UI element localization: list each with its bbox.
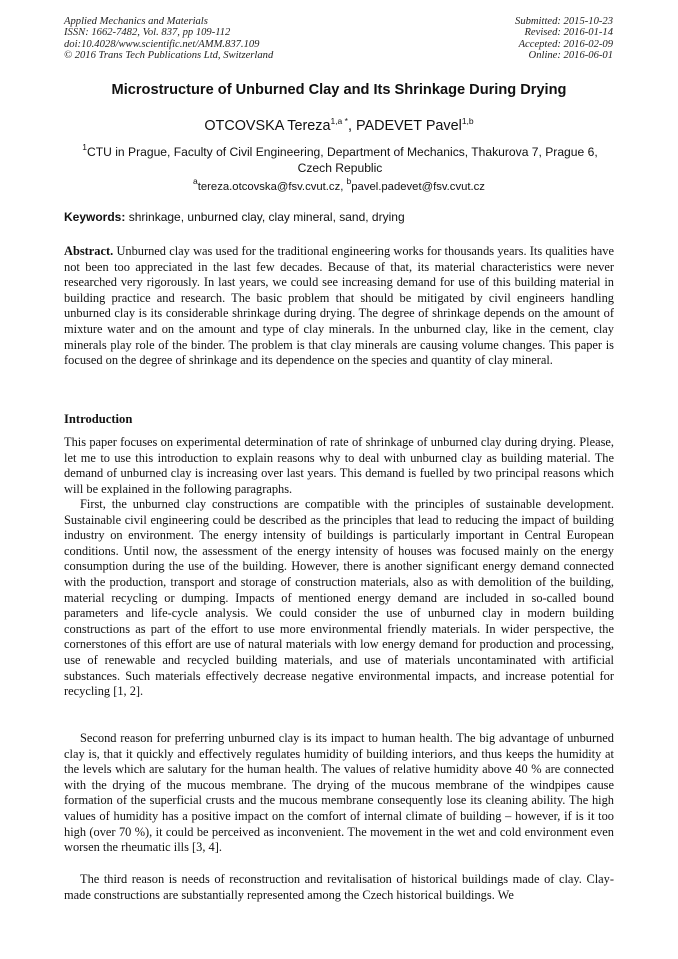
email-b: pavel.padevet@fsv.cvut.cz <box>351 181 485 193</box>
abstract-text: Unburned clay was used for the traditional engineering works for thousands years. Its qualities have not been too appreciated in the last few decades. Because of that, its material characteristics were never researched very rigorously. In last years, we could see increasing demand for use of this building material in building practice and research. The basic problem that should be mitigated by civil engineers handling unburned clay is its considerable shrinkage during drying. The degree of shrinkage depends on the amount of mixture water and on the amount and type of clay minerals. In the unburned clay, like in the cement, clay minerals play role of the binder. The problem is that clay minerals are causing volume changes. This paper is focused on the degree of shrinkage and its dependence on the species and quantity of clay mineral. <box>64 244 614 368</box>
doi-line: doi:10.4028/www.scientific.net/AMM.837.109 <box>64 38 260 50</box>
email-a: tereza.otcovska@fsv.cvut.cz, <box>197 181 347 193</box>
author-line <box>0 116 678 134</box>
revised-date: Revised: 2016-01-14 <box>524 27 613 39</box>
author-2-name: PADEVET Pavel <box>355 118 462 134</box>
author-separator: , <box>347 118 356 134</box>
intro-paragraph-3: Second reason for preferring unburned clay is its impact to human health. The big advantage of unburned clay is, that it quickly and effectively regulates humidity of building interiors, and thus keeps the humidity at the levels which are salutary for the human health. The values of relative humidity above 40 % are connected with the drying of the mucous membrane. The drying of the mucous membrane of the windpipes cause formation of the superficial crusts and the mucous membrane consequently lose its cleaning ability. The high values of humidity has a positive impact on the comfort of internal climate of building – however, if is it too high (over 70 %), it could be perceived as inconvenient. The movement in the wet and cold environment even worsen the rheumatic ills [3, 4]. <box>64 731 614 855</box>
author-1-name: OTCOVSKA Tereza <box>204 118 331 134</box>
intro-paragraph-2: First, the unburned clay constructions are compatible with the principles of sustainable development. Sustainable civil engineering could be described as the principles that lead to reducing the impact of building industry on environment. The energy intensity of buildings is particularly important in Central European conditions. Until now, the assessment of the energy intensity of houses was focused mainly on the energy consumption during the use of the building. However, there is another significant energy demand connected with the production, transport and storage of construction materials, also as with demolition of the building, material recycling or dumping. Impacts of mentioned energy demand are included in so-called bound parameters and life-cycle analysis. We could consider the use of unburned clay in modern building constructions as part of the effort to use more environmental friendly materials. In wider perspective, the cornerstones of this effort are use of natural materials with low energy demand for production and processing, use of renewable and recycled building materials, and use of materials uncontaminated with artificial substances. Such materials effectively decrease negative environmental impacts, and increase potential for recycling [1, 2]. <box>64 497 614 699</box>
journal-info <box>64 16 273 61</box>
publication-dates <box>515 16 613 61</box>
email-a-sup: a <box>193 176 198 186</box>
keywords <box>64 210 614 224</box>
email-line <box>0 176 678 193</box>
keywords-text: shrinkage, unburned clay, clay mineral, sand, drying <box>125 210 405 224</box>
affiliation-sup: 1 <box>82 142 88 152</box>
journal-name: Applied Mechanics and Materials <box>64 16 208 27</box>
copyright-line: © 2016 Trans Tech Publications Ltd, Switzerland <box>64 49 274 61</box>
author-2-sup: 1,b <box>461 116 474 126</box>
author-1-sup: 1,a * <box>330 116 348 126</box>
online-date: Online: 2016-06-01 <box>528 49 613 61</box>
intro-paragraph-1: This paper focuses on experimental determination of rate of shrinkage of unburned clay during drying. Please, let me to use this introduction to explain reasons why to deal with unburned clay as building material. The demand of unburned clay is increasing over last years. This demand is fuelled by two principal reasons which will be explained in the following paragraphs. <box>64 435 614 496</box>
introduction-heading: Introduction <box>64 412 133 426</box>
intro-paragraph-4: The third reason is needs of reconstruction and revitalisation of historical buildings made of clay. Clay-made constructions are substantially represented among the Czech historical buildings. We <box>64 872 614 902</box>
paper-title: Microstructure of Unburned Clay and Its Shrinkage During Drying <box>111 82 567 98</box>
abstract <box>64 244 614 369</box>
affiliation <box>70 140 610 176</box>
issn-line: ISSN: 1662-7482, Vol. 837, pp 109-112 <box>64 27 231 39</box>
affiliation-text: CTU in Prague, Faculty of Civil Engineering, Department of Mechanics, Thakurova 7, Prague 6, Czech Republic <box>87 145 598 175</box>
accepted-date: Accepted: 2016-02-09 <box>518 38 613 50</box>
email-b-sup: b <box>346 176 352 186</box>
abstract-label: Abstract. <box>64 244 114 258</box>
submitted-date: Submitted: 2015-10-23 <box>515 16 613 27</box>
keywords-label: Keywords: <box>64 210 126 224</box>
